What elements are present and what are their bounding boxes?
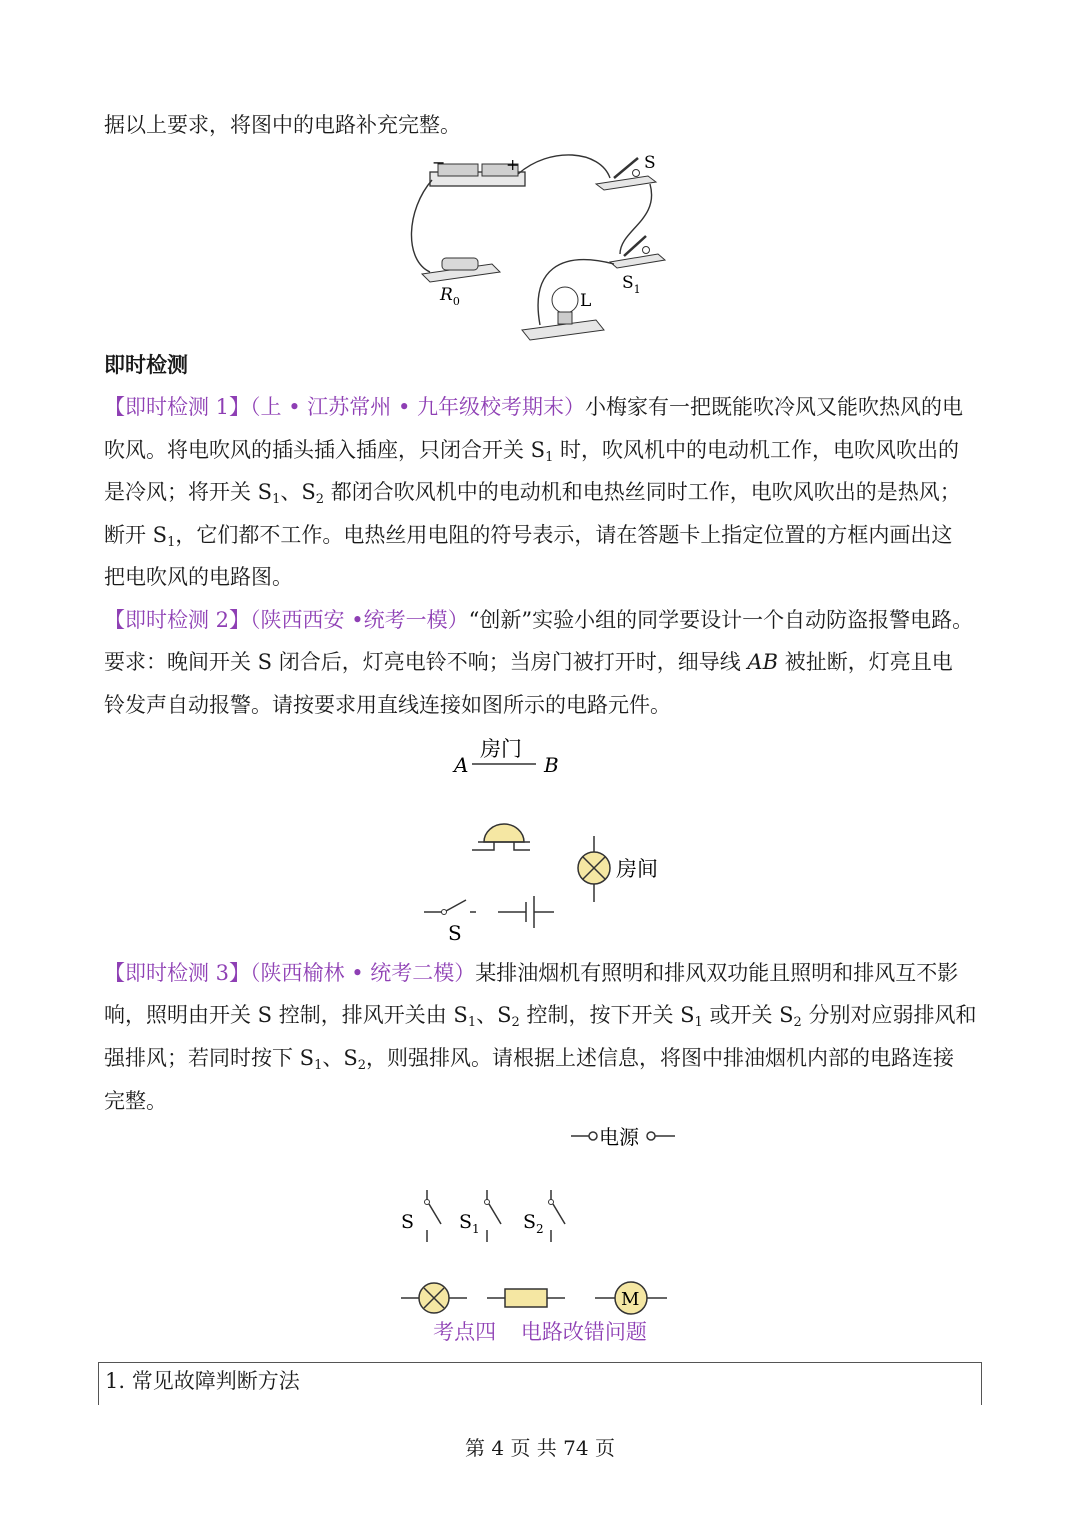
switch-s2-label: $S_2$ xyxy=(523,1211,544,1236)
page-footer: 第 4 页 共 74 页 xyxy=(465,1436,615,1460)
bell-icon xyxy=(472,824,530,850)
q3-text: 、S xyxy=(476,1003,512,1027)
switch-s-label: S xyxy=(401,1211,415,1233)
q3-text: 或开关 S xyxy=(702,1003,794,1027)
switch-s-label: S xyxy=(448,921,462,945)
q3-text: 控制，按下开关 S xyxy=(519,1003,695,1027)
switch-s-icon xyxy=(425,1190,442,1242)
motor-label: M xyxy=(621,1289,640,1310)
lamp-l-label: L xyxy=(580,291,592,311)
subscript: 1 xyxy=(314,1058,323,1073)
q2-line-3: 铃发声自动报警。请按要求用直线连接如图所示的电路元件。 xyxy=(104,693,671,717)
subscript: 2 xyxy=(315,492,325,507)
switch-s-label: S xyxy=(644,153,656,173)
subscript: 2 xyxy=(511,1015,520,1030)
q3-line-1 xyxy=(104,952,984,994)
q2-text: 要求：晚间开关 S 闭合后，灯亮电铃不响；当房门被打开时，细导线 xyxy=(104,650,748,674)
q1-text: 都闭合吹风机中的电动机和电热丝同时工作，电吹风吹出的是热风； xyxy=(324,480,961,504)
fault-table xyxy=(98,1362,982,1405)
battery-icon xyxy=(498,896,554,928)
resistor-r0-icon xyxy=(422,258,500,282)
q2-text: “创新”实验小组的同学要设计一个自动防盗报警电路。 xyxy=(468,608,974,632)
q1-tag: 【即时检测 1】 xyxy=(104,395,251,419)
q2-source: （陕西西安 •统考一模） xyxy=(250,608,469,632)
battery-positive-label: + xyxy=(506,155,520,174)
subscript: 2 xyxy=(357,1058,367,1073)
subscript: 1 xyxy=(272,492,281,507)
q2-ab-label: AB xyxy=(747,650,779,674)
q1-source: （上 • 江苏常州 • 九年级校考期末） xyxy=(250,395,586,419)
switch-s2-icon xyxy=(549,1190,566,1242)
q3-text: 、S xyxy=(322,1046,358,1070)
q1-text: 小梅家有一把既能吹冷风又能吹热风的电 xyxy=(585,395,964,419)
subscript: 1 xyxy=(545,450,554,465)
point-a-label: A xyxy=(454,753,469,777)
q3-text: 某排油烟机有照明和排风双功能且照明和排风互不影 xyxy=(475,961,959,985)
lamp-l-icon xyxy=(522,287,604,340)
q2-line-1 xyxy=(104,599,984,641)
switch-s1-label: $S_1$ xyxy=(622,273,641,296)
q1-text: 是冷风；将开关 S xyxy=(104,480,273,504)
point-b-label: B xyxy=(544,753,559,777)
alarm-circuit-figure xyxy=(410,730,680,945)
door-label: 房门 xyxy=(480,737,522,761)
section-caption: 考点四 电路改错问题 xyxy=(433,1320,647,1344)
table-row-1: 1. 常见故障判断方法 xyxy=(105,1369,300,1393)
subscript: 2 xyxy=(793,1015,802,1030)
resistor-r0-label: $R_0$ xyxy=(440,285,460,308)
q1-text: 吹风。将电吹风的插头插入插座，只闭合开关 S xyxy=(104,438,546,462)
q1-text: 断开 S xyxy=(104,523,168,547)
resistor-icon xyxy=(487,1289,565,1307)
switch-s1-label: $S_1$ xyxy=(459,1211,480,1236)
battery-negative-label: − xyxy=(432,153,446,172)
q1-text: ，它们都不工作。电热丝用电阻的符号表示，请在答题卡上指定位置的方框内画出这 xyxy=(175,523,953,547)
intro-text: 据以上要求，将图中的电路补充完整。 xyxy=(104,113,461,137)
lamp-icon xyxy=(578,836,610,902)
switch-s1-icon xyxy=(610,236,665,268)
switch-s1-icon xyxy=(485,1190,502,1242)
q2-text: 被扯断，灯亮且电 xyxy=(778,650,953,674)
subscript: 1 xyxy=(694,1015,703,1030)
power-source-label: 电源 xyxy=(599,1125,639,1149)
q1-text: 时，吹风机中的电动机工作，电吹风吹出的 xyxy=(553,438,960,462)
q1-text: 、S xyxy=(280,480,316,504)
q3-text: 响，照明由开关 S 控制，排风开关由 S xyxy=(104,1003,468,1027)
q3-text: 强排风；若同时按下 S xyxy=(104,1046,315,1070)
switch-s-icon xyxy=(424,900,476,915)
q3-source: （陕西榆林 • 统考二模） xyxy=(250,961,476,985)
q1-line-5: 把电吹风的电路图。 xyxy=(104,565,293,589)
q1-line-1 xyxy=(104,386,984,428)
q2-tag: 【即时检测 2】 xyxy=(104,608,251,632)
q3-text: ，则强排风。请根据上述信息，将图中排油烟机内部的电路连接 xyxy=(366,1046,955,1070)
q3-line-4: 完整。 xyxy=(104,1089,167,1113)
range-hood-figure xyxy=(395,1120,685,1315)
circuit-photo-figure xyxy=(400,150,690,350)
q2-line-2 xyxy=(104,641,984,683)
room-label: 房间 xyxy=(616,857,658,881)
subscript: 1 xyxy=(167,535,176,550)
lamp-icon xyxy=(401,1283,467,1313)
subscript: 1 xyxy=(467,1015,477,1030)
q3-text: 分别对应弱排风和 xyxy=(801,1003,977,1027)
section-title: 即时检测 xyxy=(104,352,188,377)
q3-tag: 【即时检测 3】 xyxy=(104,961,251,985)
